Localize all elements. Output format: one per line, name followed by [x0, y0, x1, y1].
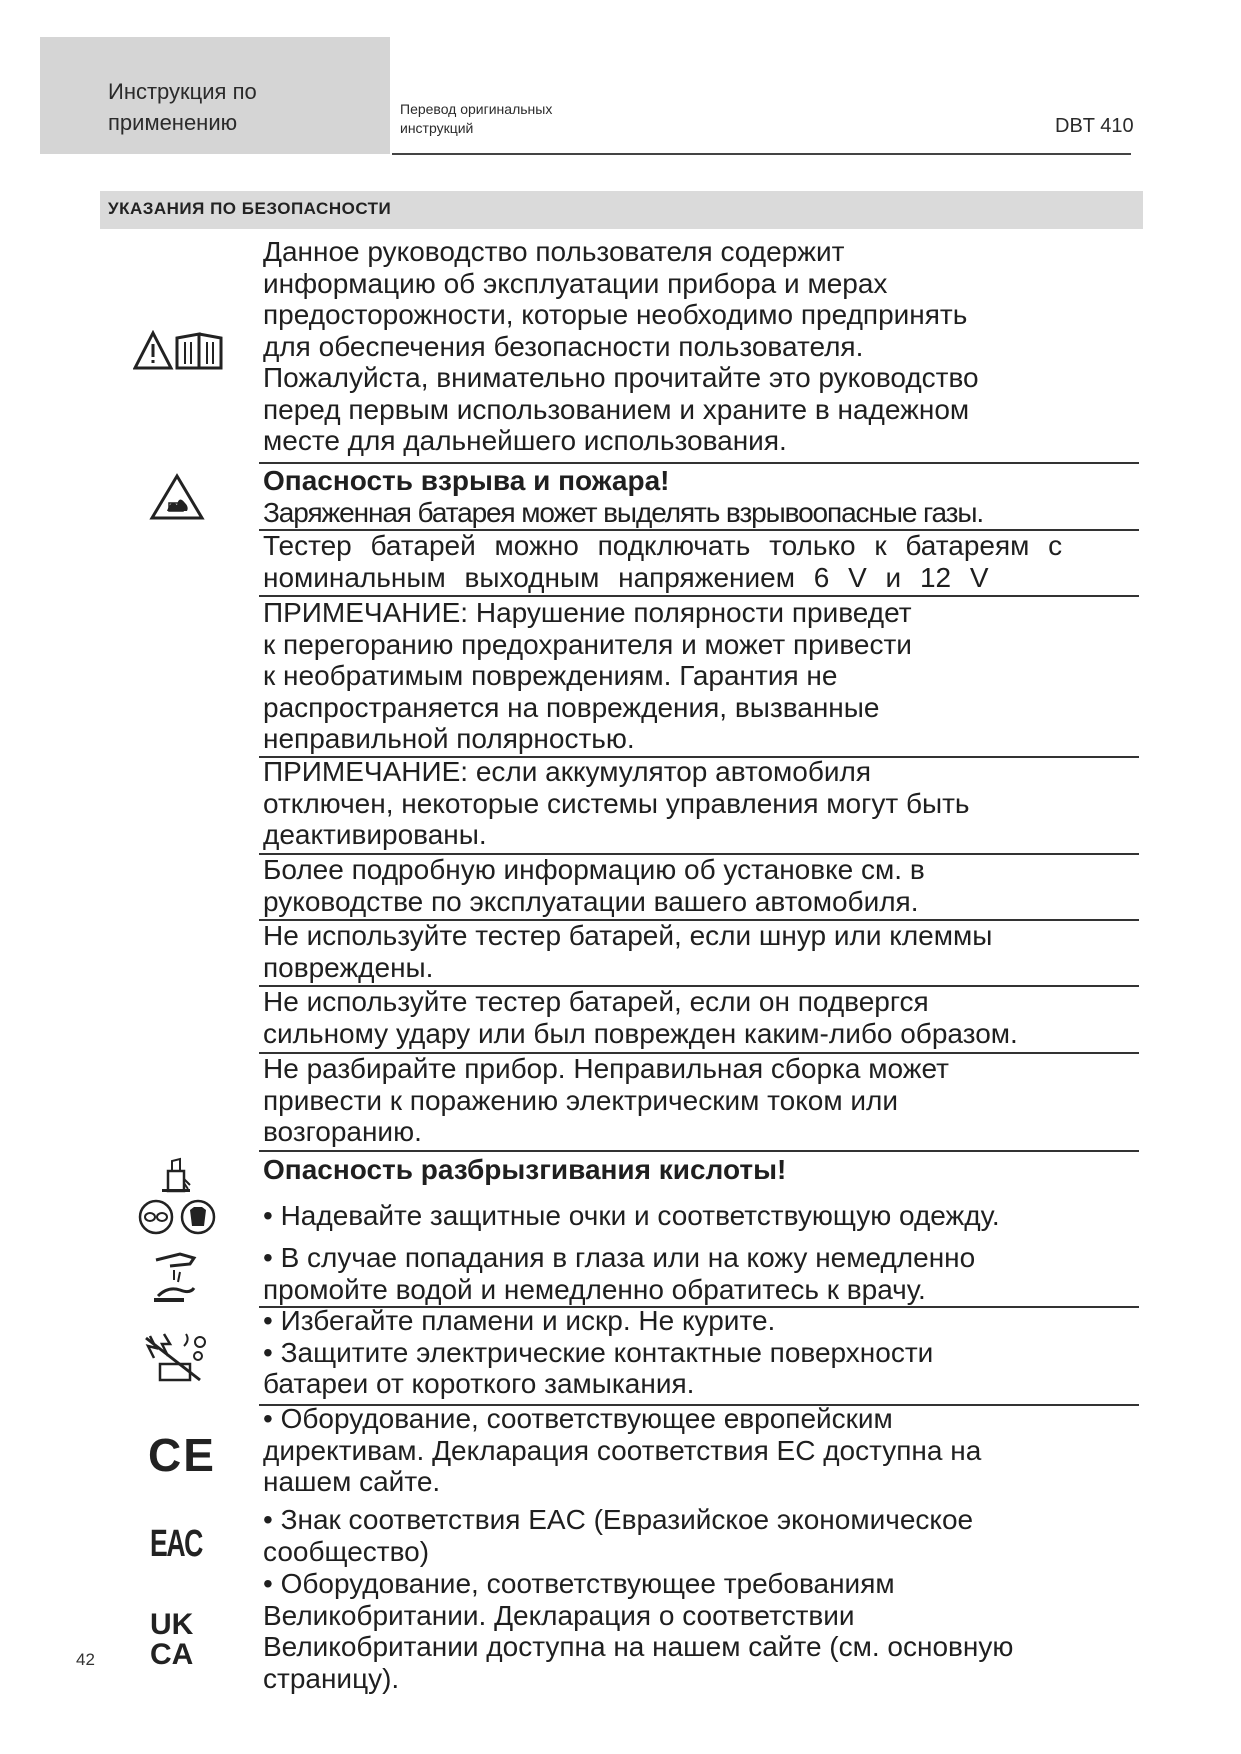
- impact-warning: Не используйте тестер батарей, если он подвергся сильному удару или был поврежден каким-либо образом.: [263, 986, 1018, 1049]
- damaged-cord-warning: Не используйте тестер батарей, если шнур или клеммы повреждены.: [263, 920, 993, 983]
- intro-paragraph: Данное руководство пользователя содержит информацию об эксплуатации прибора и мерах предосторожности, которые необходимо предпринять для обеспечения безопасности пользователя. Пожалуйста, внимательно прочитайте это руководство перед первым использованием и храните в надежном месте для дальнейшего использования.: [263, 236, 979, 456]
- no-flames-icon: [140, 1330, 214, 1386]
- goggles-instruction: • Надевайте защитные очки и соответствующую одежду.: [263, 1200, 1000, 1231]
- eac-mark: EAC: [150, 1523, 202, 1565]
- acid-bottle-icon: [158, 1155, 194, 1195]
- disassembly-warning: Не разбирайте прибор. Неправильная сборка может привести к поражению электрическим током или возгоранию.: [263, 1053, 949, 1147]
- voltage-note: Тестер батарей можно подключать только к батареям с номинальным выходным напряжением 6 V и 12 V: [263, 530, 1063, 593]
- translation-note: Перевод оригинальных инструкций: [400, 101, 553, 136]
- explosion-gas-text: Заряженная батарея может выделять взрывоопасные газы.: [263, 497, 984, 528]
- goggles-clothing-icon: [138, 1198, 218, 1236]
- ukca-statement: • Оборудование, соответствующее требованиям Великобритании. Декларация о соответствии Великобритании доступна на нашем сайте (см. основную страницу).: [263, 1568, 1014, 1694]
- warning-manual-icon: [133, 330, 225, 372]
- acid-splash-heading: Опасность разбрызгивания кислоты!: [263, 1154, 787, 1185]
- divider: [259, 1150, 1139, 1152]
- page-number: 42: [76, 1650, 95, 1669]
- disconnect-note: ПРИМЕЧАНИЕ: если аккумулятор автомобиля отключен, некоторые системы управления могут быть деактивированы.: [263, 756, 970, 850]
- ukca-mark: [150, 1610, 193, 1670]
- document-type: Инструкция по применению: [108, 79, 257, 135]
- explosion-fire-icon: [149, 473, 205, 521]
- ca-mark-text: CA: [150, 1638, 194, 1671]
- ce-statement: • Оборудование, соответствующее европейским директивам. Декларация соответствия ЕС доступна на нашем сайте.: [263, 1403, 982, 1497]
- polarity-note: ПРИМЕЧАНИЕ: Нарушение полярности приведет к перегоранию предохранителя и может привести к необратимым повреждениям. Гарантия не распространяется на повреждения, вызванные неправильной полярностью.: [263, 597, 912, 754]
- model-number: DBT 410: [1055, 115, 1134, 137]
- uk-mark-text: UK: [150, 1608, 194, 1641]
- eac-statement: • Знак соответствия EAC (Евразийское экономическое сообщество): [263, 1504, 974, 1567]
- vehicle-manual-note: Более подробную информацию об установке см. в руководстве по эксплуатации вашего автомобиля.: [263, 854, 925, 917]
- rinse-instruction: • В случае попадания в глаза или на кожу немедленно промойте водой и немедленно обратитесь к врачу.: [263, 1242, 976, 1305]
- header-rule: [392, 153, 1131, 155]
- explosion-fire-heading: Опасность взрыва и пожара!: [263, 465, 670, 496]
- flame-short-circuit-instruction: • Избегайте пламени и искр. Не курите. • Защитите электрические контактные поверхности батареи от короткого замыкания.: [263, 1305, 934, 1399]
- rinse-eyes-icon: [150, 1250, 200, 1306]
- ce-mark: CE: [148, 1429, 216, 1481]
- section-title: УКАЗАНИЯ ПО БЕЗОПАСНОСТИ: [108, 199, 392, 218]
- divider: [259, 462, 1139, 464]
